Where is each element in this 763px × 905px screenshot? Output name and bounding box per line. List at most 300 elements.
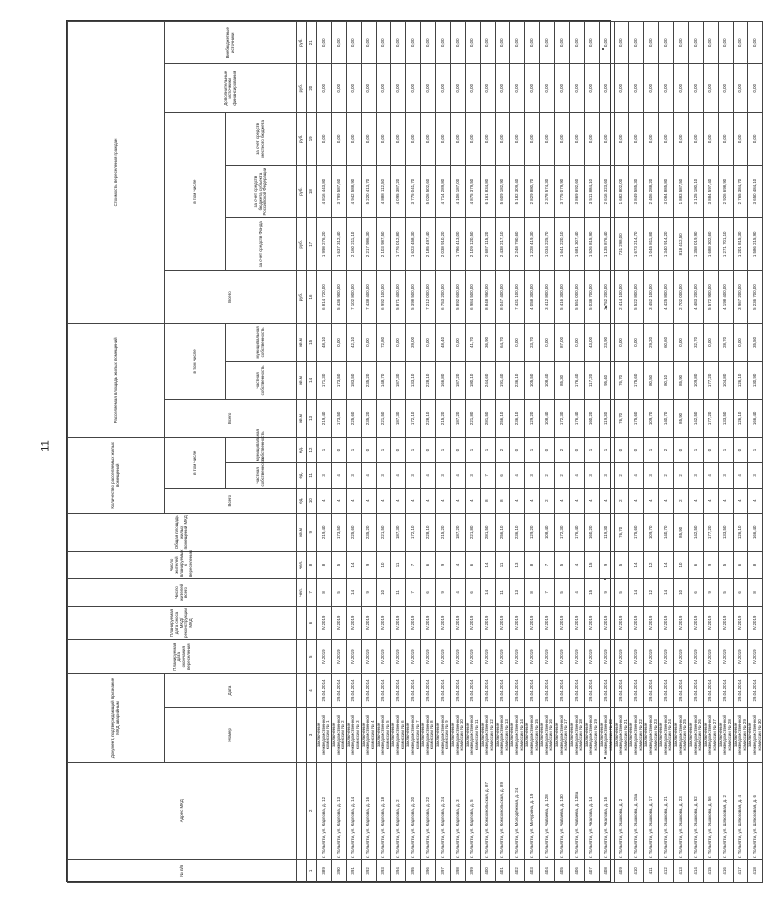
table-cell: 397 xyxy=(436,859,451,882)
table-cell: 29.04.2014 xyxy=(644,674,659,708)
table-cell: 731 298,00 xyxy=(614,218,629,271)
table-cell: 7 212 000,00 xyxy=(421,271,436,324)
table-cell: 3 869 692,60 xyxy=(569,165,584,218)
table-cell: IV.2019 xyxy=(376,606,391,640)
table-cell: 0,00 xyxy=(718,64,733,113)
table-cell: 0,00 xyxy=(629,64,644,113)
table-cell: IV.2019 xyxy=(421,606,436,640)
table-cell: 5 609 182,90 xyxy=(495,165,510,218)
table-cell: 391 xyxy=(346,859,361,882)
header-doc-date: Дата xyxy=(165,674,297,708)
table-cell: 0,00 xyxy=(465,112,480,165)
table-cell: г. Тольятти, ул. Шлюзовая, д. 2 xyxy=(718,762,733,859)
table-cell: 1 xyxy=(644,437,659,462)
table-cell: 5 026 502,60 xyxy=(421,165,436,218)
table-cell: 175,60 xyxy=(629,513,644,551)
table-cell: 219,40 xyxy=(317,399,332,437)
table-cell: 225,60 xyxy=(346,513,361,551)
table-cell: 1 637 312,40 xyxy=(331,218,346,271)
table-cell: 173,50 xyxy=(331,513,346,551)
table-cell: 8 848 950,00 xyxy=(480,271,495,324)
table-cell: 415 xyxy=(703,859,718,882)
table-cell: заключение межведомственной комиссии № 1 xyxy=(317,707,332,762)
table-cell: 85,30 xyxy=(555,361,570,399)
table-cell: 8 xyxy=(317,579,332,606)
table-cell: IV.2019 xyxy=(450,606,465,640)
table-cell: 2 xyxy=(614,488,629,513)
table-cell: г. Тольятти, ул. Карлова, д. 12 xyxy=(317,762,332,859)
table-cell: IV.2019 xyxy=(584,606,599,640)
table-cell: 392 xyxy=(361,859,376,882)
table-cell: 417 xyxy=(733,859,748,882)
table-cell: 1 xyxy=(346,437,361,462)
table-cell: 3 967 200,00 xyxy=(733,271,748,324)
header-count-incl: в том числе xyxy=(165,437,226,488)
table-cell: 0 xyxy=(703,437,718,462)
table-cell: 0,00 xyxy=(421,64,436,113)
table-cell: 119,30 xyxy=(599,513,614,551)
table-cell: 6 xyxy=(465,579,480,606)
table-cell: 0,00 xyxy=(480,112,495,165)
table-cell: 4 198 400,00 xyxy=(718,271,733,324)
column-number-cell: 9 xyxy=(307,513,317,551)
table-cell: IV.2019 xyxy=(495,640,510,674)
table-cell: 5 436 900,00 xyxy=(331,271,346,324)
table-cell: 29.04.2014 xyxy=(733,674,748,708)
table-cell: 0,00 xyxy=(748,64,763,113)
table-cell: 4 425 800,00 xyxy=(659,271,674,324)
table-cell: 29.04.2014 xyxy=(629,674,644,708)
table-cell: 4 xyxy=(569,579,584,606)
table-cell: 0,00 xyxy=(331,323,346,361)
table-cell: IV.2019 xyxy=(331,606,346,640)
table-row xyxy=(376,22,391,883)
table-cell: IV.2019 xyxy=(703,640,718,674)
table-cell: IV.2019 xyxy=(450,640,465,674)
table-cell: 0,00 xyxy=(584,64,599,113)
unit-cell: руб. xyxy=(297,218,307,271)
table-cell: 4 xyxy=(569,463,584,488)
table-cell: г. Тольятти, ул. Карлова, д. 20 xyxy=(406,762,421,859)
table-cell: 3 849 585,30 xyxy=(629,165,644,218)
table-cell: 0,00 xyxy=(406,112,421,165)
table-cell: 1 xyxy=(525,437,540,462)
table-cell: заключение межведомственной комиссии № 30 xyxy=(748,707,763,762)
table-cell: 15 xyxy=(584,551,599,578)
table-cell: 60,60 xyxy=(659,323,674,361)
table-cell: 0,00 xyxy=(674,323,689,361)
table-cell: 1 586 215,90 xyxy=(748,218,763,271)
unit-cell: кв.м xyxy=(297,323,307,361)
table-cell: 0,00 xyxy=(391,112,406,165)
table-cell: 9 xyxy=(703,551,718,578)
table-cell: 4 xyxy=(718,488,733,513)
table-cell: заключение межведомственной комиссии № 10 xyxy=(450,707,465,762)
table-cell: 393 xyxy=(376,859,391,882)
table-cell: 29.04.2014 xyxy=(465,674,480,708)
table-cell: 396 xyxy=(421,859,436,882)
table-cell: 48,10 xyxy=(317,323,332,361)
column-number-cell: 6 xyxy=(307,606,317,640)
table-cell: 5 522 800,00 xyxy=(629,271,644,324)
table-cell: 0,00 xyxy=(317,64,332,113)
table-cell: 0,00 xyxy=(317,112,332,165)
table-cell: 4 xyxy=(510,463,525,488)
table-cell: 126,10 xyxy=(733,399,748,437)
table-cell: 281,50 xyxy=(480,513,495,551)
table-cell: 3 xyxy=(346,463,361,488)
table-cell: IV.2019 xyxy=(331,640,346,674)
table-cell: 175,60 xyxy=(629,399,644,437)
table-cell: 10 xyxy=(376,551,391,578)
unit-cell xyxy=(297,762,307,859)
table-cell: 5 871 400,00 xyxy=(391,271,406,324)
column-number-cell: 20 xyxy=(307,64,317,113)
table-cell: 4 xyxy=(703,463,718,488)
table-cell: 29.04.2014 xyxy=(510,674,525,708)
table-cell: 5 xyxy=(331,579,346,606)
table-cell: 173,50 xyxy=(331,361,346,399)
table-cell: 187,20 xyxy=(450,361,465,399)
header-cost-group: Стоимость переселения граждан xyxy=(68,22,165,324)
table-cell: IV.2019 xyxy=(376,640,391,674)
table-row xyxy=(644,22,659,883)
table-cell: 2 103 987,50 xyxy=(376,218,391,271)
table-cell: IV.2019 xyxy=(465,606,480,640)
table-cell: 3 xyxy=(644,463,659,488)
table-cell: 818 412,50 xyxy=(674,218,689,271)
table-cell: 399 xyxy=(465,859,480,882)
table-cell: г. Тольятти, ул. Ушакова, д. 52 xyxy=(688,762,703,859)
unit-cell: руб. xyxy=(297,112,307,165)
table-cell: 281,50 xyxy=(480,399,495,437)
table-cell: 14 xyxy=(659,551,674,578)
table-cell: 221,50 xyxy=(376,513,391,551)
table-cell: 228,10 xyxy=(421,361,436,399)
table-cell: 0,00 xyxy=(644,22,659,64)
table-cell: г. Тольятти, ул. Чкалова, д. 16 xyxy=(599,762,614,859)
header-fund: за счет средств Фонда xyxy=(226,218,297,271)
table-cell: IV.2019 xyxy=(555,606,570,640)
table-cell: IV.2019 xyxy=(510,606,525,640)
table-cell: 405 xyxy=(555,859,570,882)
table-cell: 29.04.2014 xyxy=(540,674,555,708)
table-cell: 1 786 413,00 xyxy=(450,218,465,271)
table-cell: 9 xyxy=(436,551,451,578)
table-cell: 76,70 xyxy=(614,399,629,437)
table-cell: заключение межведомственной комиссии № 25 xyxy=(674,707,689,762)
table-cell: IV.2019 xyxy=(421,640,436,674)
table-cell: 402 xyxy=(510,859,525,882)
table-cell: IV.2019 xyxy=(525,606,540,640)
table-row xyxy=(748,22,763,883)
table-cell: 0,00 xyxy=(450,64,465,113)
table-cell: 4 816 443,80 xyxy=(317,165,332,218)
table-cell: 0,00 xyxy=(599,22,614,64)
unit-cell: руб. xyxy=(297,64,307,113)
table-cell: 29.04.2014 xyxy=(421,674,436,708)
table-cell: 4 xyxy=(421,488,436,513)
table-cell: 0,00 xyxy=(495,64,510,113)
table-cell: 108,40 xyxy=(540,513,555,551)
table-cell: 0,00 xyxy=(688,22,703,64)
table-cell: 0,00 xyxy=(614,22,629,64)
table-row xyxy=(703,22,718,883)
header-area-all: Всего xyxy=(165,399,297,437)
header-count-municipal: муниципальная собственность xyxy=(226,437,297,462)
table-cell: 398 xyxy=(450,859,465,882)
column-number-cell: 14 xyxy=(307,361,317,399)
table-cell: 0,00 xyxy=(733,64,748,113)
table-cell: 105,50 xyxy=(525,361,540,399)
table-cell: 172,10 xyxy=(406,399,421,437)
header-residents: Число жителей всего xyxy=(68,579,297,606)
resettlement-table xyxy=(67,21,763,883)
table-cell: 6 814 720,00 xyxy=(317,271,332,324)
table-cell: 0 xyxy=(629,437,644,462)
table-cell: 0,00 xyxy=(406,64,421,113)
table-cell: 0,00 xyxy=(733,112,748,165)
table-cell: 28,70 xyxy=(718,323,733,361)
table-cell: 407 xyxy=(584,859,599,882)
table-cell: 0,00 xyxy=(436,112,451,165)
table-cell: 39,00 xyxy=(406,323,421,361)
table-cell: 126,10 xyxy=(733,361,748,399)
unit-cell xyxy=(297,859,307,882)
table-cell: 0,00 xyxy=(406,22,421,64)
table-cell: 3 xyxy=(584,463,599,488)
table-cell: 119,30 xyxy=(599,399,614,437)
table-cell: IV.2019 xyxy=(748,640,763,674)
table-cell: 13 xyxy=(510,551,525,578)
table-cell: заключение межведомственной комиссии № 24 xyxy=(659,707,674,762)
table-cell: IV.2019 xyxy=(361,606,376,640)
table-cell: 4 xyxy=(331,463,346,488)
table-cell: 6 xyxy=(688,579,703,606)
table-cell: 15 xyxy=(584,579,599,606)
table-cell: 6 161 834,80 xyxy=(480,165,495,218)
table-cell: 1 271 701,10 xyxy=(718,218,733,271)
table-cell: 29.04.2014 xyxy=(495,674,510,708)
table-cell: 10 xyxy=(674,551,689,578)
table-cell: 48,40 xyxy=(436,323,451,361)
table-cell: 4 095 387,20 xyxy=(391,165,406,218)
unit-cell: кв.м xyxy=(297,513,307,551)
header-plan-resettle: Планируемая дата окончания переселения xyxy=(68,640,297,674)
table-cell: г. Тольятти, ул. Ушакова, д. 21 xyxy=(659,762,674,859)
table-cell: 4 xyxy=(510,488,525,513)
table-cell: 4 xyxy=(450,463,465,488)
table-cell: 187,30 xyxy=(391,399,406,437)
table-cell: 413 xyxy=(674,859,689,882)
table-cell: 9 xyxy=(361,551,376,578)
table-cell: 5 xyxy=(614,579,629,606)
header-cost-incl: в том числе xyxy=(165,112,226,270)
table-cell: 0,00 xyxy=(495,22,510,64)
table-cell: 5 xyxy=(614,551,629,578)
table-cell: 4 xyxy=(317,488,332,513)
table-cell: 109,70 xyxy=(644,399,659,437)
table-cell: 1 998 276,20 xyxy=(317,218,332,271)
table-cell: 2 702 000,00 xyxy=(674,271,689,324)
table-cell: 4 106 187,00 xyxy=(450,165,465,218)
table-cell: IV.2019 xyxy=(718,606,733,640)
table-cell: 4 058 300,00 xyxy=(525,271,540,324)
header-excess: Внебюджетные источники xyxy=(165,22,297,64)
table-cell: 1 xyxy=(406,437,421,462)
table-cell: IV.2019 xyxy=(555,640,570,674)
table-cell: 0,00 xyxy=(703,22,718,64)
table-cell: 29.04.2014 xyxy=(450,674,465,708)
table-cell: 0,00 xyxy=(331,64,346,113)
header-count-all: Всего xyxy=(165,488,297,513)
table-cell: 0,00 xyxy=(659,22,674,64)
table-cell: 172,10 xyxy=(406,513,421,551)
table-cell: 4 888 112,50 xyxy=(376,165,391,218)
table-cell: 0,00 xyxy=(465,22,480,64)
table-cell: 0,00 xyxy=(659,112,674,165)
table-row xyxy=(688,22,703,883)
table-cell: 173,50 xyxy=(331,399,346,437)
table-cell: 6 xyxy=(465,551,480,578)
table-cell: 4 xyxy=(569,551,584,578)
table-cell: 4 xyxy=(421,463,436,488)
table-cell: заключение межведомственной комиссии № 13 xyxy=(495,707,510,762)
table-cell: 0,00 xyxy=(688,112,703,165)
table-cell: 64,70 xyxy=(495,323,510,361)
table-cell: заключение межведомственной комиссии № 26 xyxy=(688,707,703,762)
table-cell: 389 xyxy=(317,859,332,882)
column-number-cell: 3 xyxy=(307,707,317,762)
table-cell: 2 378 574,30 xyxy=(540,165,555,218)
table-cell: 0,00 xyxy=(317,22,332,64)
table-cell: 87,00 xyxy=(555,323,570,361)
table-cell: 175,60 xyxy=(629,361,644,399)
table-cell: 29.04.2014 xyxy=(331,674,346,708)
table-cell: 4 xyxy=(361,488,376,513)
header-local: за счет средств местного бюджета xyxy=(226,112,297,165)
table-cell: заключение межведомственной комиссии № 21 xyxy=(614,707,629,762)
table-cell: IV.2019 xyxy=(436,640,451,674)
table-cell: 228,10 xyxy=(421,513,436,551)
table-cell: 148,70 xyxy=(376,361,391,399)
table-cell: 0,00 xyxy=(718,112,733,165)
table-cell: 160,20 xyxy=(584,513,599,551)
column-number-cell: 18 xyxy=(307,165,317,218)
table-cell: 5 038 700,00 xyxy=(584,271,599,324)
header-regional: за счет средств бюджета субъекта Российской Федерации xyxy=(226,165,297,218)
table-cell: 166,40 xyxy=(748,399,763,437)
table-cell: 215,20 xyxy=(436,513,451,551)
header-plan-demolish: Планируемая дата сноса МКД/реконструкции МКД xyxy=(68,606,297,640)
table-cell: 3 xyxy=(718,463,733,488)
table-cell: 1 228 419,30 xyxy=(525,218,540,271)
column-number-cell: 16 xyxy=(307,271,317,324)
table-cell: IV.2019 xyxy=(569,640,584,674)
table-cell: 0,00 xyxy=(436,64,451,113)
table-cell: заключение межведомственной комиссии № 6 xyxy=(391,707,406,762)
table-cell: 0,00 xyxy=(644,112,659,165)
column-number-cell: 15 xyxy=(307,323,317,361)
table-cell: 172,30 xyxy=(555,399,570,437)
table-cell: 85,90 xyxy=(674,513,689,551)
table-cell: 0,00 xyxy=(421,112,436,165)
table-cell: IV.2019 xyxy=(406,606,421,640)
header-doc-number: Номер xyxy=(165,707,297,762)
table-cell: 409 xyxy=(614,859,629,882)
column-number-cell: 7 xyxy=(307,579,317,606)
table-cell: г. Тольятти, ул. Карлова, д. 14 xyxy=(346,762,361,859)
header-no: № п/п xyxy=(68,859,297,882)
column-number-cell: 1 xyxy=(307,859,317,882)
table-cell: 7 xyxy=(480,463,495,488)
table-row xyxy=(391,22,406,883)
table-cell: 85,90 xyxy=(674,399,689,437)
table-cell: 0 xyxy=(391,437,406,462)
table-cell: 4 xyxy=(584,488,599,513)
table-cell: 406 xyxy=(569,859,584,882)
table-cell: 3 412 800,00 xyxy=(540,271,555,324)
table-cell: заключение межведомственной комиссии № 4 xyxy=(361,707,376,762)
table-cell: 1 681 307,40 xyxy=(569,218,584,271)
table-cell: IV.2019 xyxy=(674,606,689,640)
table-cell: 2 xyxy=(555,463,570,488)
unit-cell: кв.м xyxy=(297,361,307,399)
unit-cell: руб. xyxy=(297,22,307,64)
table-cell: 4 xyxy=(436,488,451,513)
table-cell: 4 xyxy=(629,488,644,513)
table-cell: 104,80 xyxy=(718,361,733,399)
table-cell: заключение межведомственной комиссии № 11 xyxy=(465,707,480,762)
table-cell: 13 xyxy=(510,579,525,606)
table-row xyxy=(733,22,748,883)
table-cell: 14 xyxy=(346,551,361,578)
table-cell: 0,00 xyxy=(674,22,689,64)
table-row xyxy=(480,22,495,883)
table-cell: г. Тольятти, ул. Карлова, д. 13 xyxy=(331,762,346,859)
table-cell: 130,90 xyxy=(748,361,763,399)
table-cell: 0 xyxy=(614,437,629,462)
header-extra: Дополнительные источники финансирования xyxy=(165,64,297,113)
table-cell: 187,20 xyxy=(450,513,465,551)
table-cell: 1 673 214,70 xyxy=(629,218,644,271)
rotated-register xyxy=(67,21,762,883)
table-cell: IV.2019 xyxy=(480,640,495,674)
table-cell: 2 414 100,00 xyxy=(614,271,629,324)
table-cell: 3 xyxy=(436,463,451,488)
table-cell: 36,90 xyxy=(480,323,495,361)
table-cell: 4 xyxy=(450,488,465,513)
table-cell: IV.2019 xyxy=(317,606,332,640)
table-cell: 5 572 900,00 xyxy=(703,271,718,324)
table-cell: 4 xyxy=(331,488,346,513)
table-row xyxy=(540,22,555,883)
table-cell: г. Тольятти, ул. Ушакова, д. 23 xyxy=(674,762,689,859)
table-cell: 29.04.2014 xyxy=(584,674,599,708)
table-cell: г. Тольятти, ул. Ушакова, д. 15а xyxy=(629,762,644,859)
unit-cell: чел. xyxy=(297,551,307,578)
table-cell: 7 102 800,00 xyxy=(346,271,361,324)
table-cell: г. Тольятти, ул. Карлова, д. 18 xyxy=(376,762,391,859)
table-cell: 126,10 xyxy=(733,513,748,551)
table-cell: 23,90 xyxy=(599,323,614,361)
table-cell: 236,10 xyxy=(510,361,525,399)
table-cell: IV.2019 xyxy=(659,606,674,640)
table-cell: 404 xyxy=(540,859,555,882)
table-cell: 1 xyxy=(480,437,495,462)
table-cell: 5 398 500,00 xyxy=(406,271,421,324)
table-cell: 4 xyxy=(644,488,659,513)
